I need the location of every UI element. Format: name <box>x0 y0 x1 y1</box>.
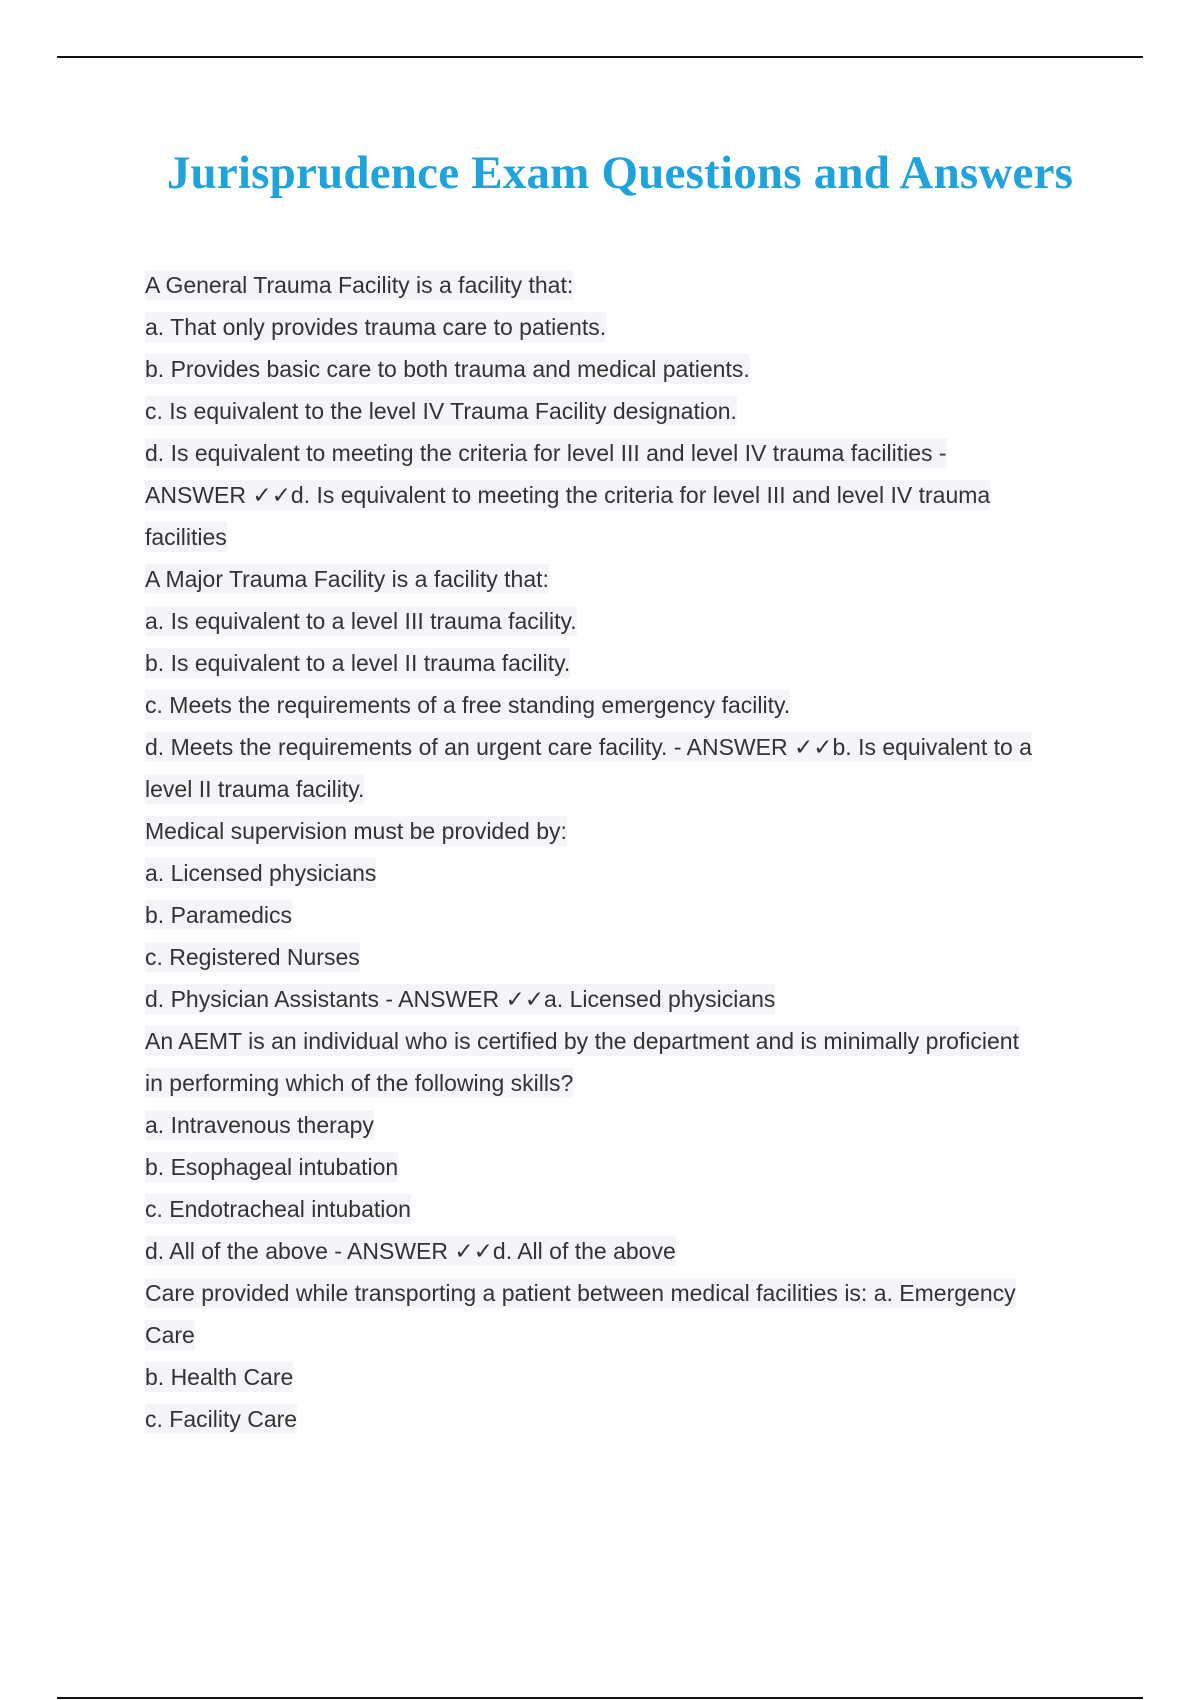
text-line: b. Paramedics <box>145 902 293 928</box>
document-title: Jurisprudence Exam Questions and Answers <box>166 147 1074 199</box>
text-line: d. Physician Assistants - ANSWER ✓✓a. Licensed physicians <box>145 986 776 1012</box>
header-rule <box>57 56 1143 58</box>
footer-rule <box>57 1697 1143 1699</box>
text-line: a. Licensed physicians <box>145 860 377 886</box>
text-line: An AEMT is an individual who is certified by the department and is minimally proficient <box>145 1028 1019 1054</box>
text-line: A General Trauma Facility is a facility that: <box>145 272 574 298</box>
text-line: a. Is equivalent to a level III trauma facility. <box>145 608 577 634</box>
text-line: b. Esophageal intubation <box>145 1154 399 1180</box>
text-line: in performing which of the following skills? <box>145 1070 574 1096</box>
text-line: level II trauma facility. <box>145 776 365 802</box>
text-line: b. Health Care <box>145 1364 294 1390</box>
text-line: d. All of the above - ANSWER ✓✓d. All of the above <box>145 1238 676 1264</box>
text-line: Medical supervision must be provided by: <box>145 818 567 844</box>
text-line: c. Facility Care <box>145 1406 298 1432</box>
text-line: d. Meets the requirements of an urgent care facility. - ANSWER ✓✓b. Is equivalent to a <box>145 734 1032 760</box>
text-line: d. Is equivalent to meeting the criteria for level III and level IV trauma facilities - <box>145 440 947 466</box>
document-body <box>145 264 1095 1440</box>
text-line: b. Is equivalent to a level II trauma facility. <box>145 650 571 676</box>
text-line: ANSWER ✓✓d. Is equivalent to meeting the criteria for level III and level IV trauma <box>145 482 991 508</box>
text-line: c. Endotracheal intubation <box>145 1196 411 1222</box>
text-line: Care <box>145 1322 195 1348</box>
text-line: c. Registered Nurses <box>145 944 360 970</box>
text-line: Care provided while transporting a patient between medical facilities is: a. Emergency <box>145 1280 1016 1306</box>
text-line: a. That only provides trauma care to patients. <box>145 314 607 340</box>
text-line: c. Is equivalent to the level IV Trauma Facility designation. <box>145 398 737 424</box>
text-line: facilities <box>145 524 227 550</box>
text-line: A Major Trauma Facility is a facility that: <box>145 566 549 592</box>
text-line: c. Meets the requirements of a free standing emergency facility. <box>145 692 791 718</box>
text-line: b. Provides basic care to both trauma and medical patients. <box>145 356 750 382</box>
text-line: a. Intravenous therapy <box>145 1112 374 1138</box>
